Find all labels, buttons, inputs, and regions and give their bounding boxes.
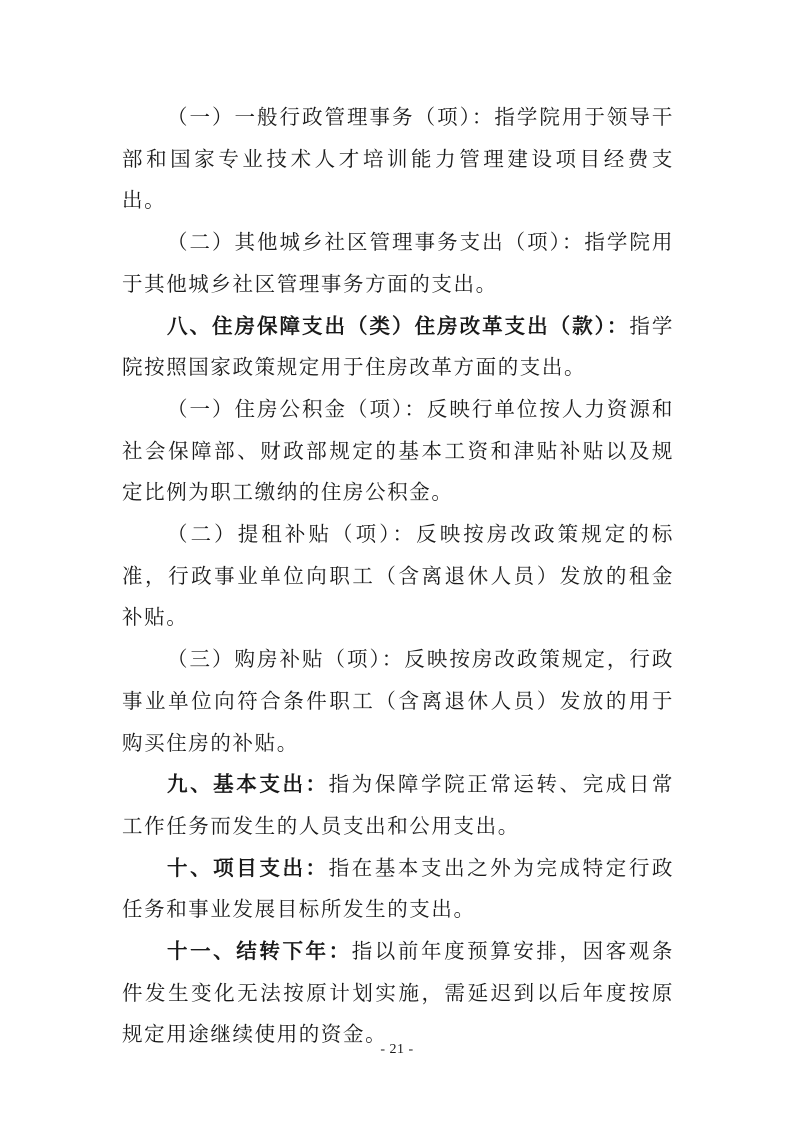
paragraph-basic-expenditure <box>122 764 674 847</box>
paragraph-text: 指为保障学院正常运转、完成日常工作任务而发生的人员支出和公用支出。 <box>122 772 675 838</box>
paragraph-carryover <box>122 931 674 1056</box>
paragraph-housing-fund <box>122 389 674 514</box>
paragraph-text: （一）一般行政管理事务（项）：指学院用于领导干部和国家专业技术人才培训能力管理建设项目经费支出。 <box>122 105 674 213</box>
paragraph-text: （三）购房补贴（项）：反映按房改政策规定，行政事业单位向符合条件职工（含离退休人员）发放的用于购买住房的补贴。 <box>122 647 674 755</box>
paragraph-project-expenditure <box>122 848 674 931</box>
paragraph-general-admin <box>122 97 674 222</box>
paragraph-housing-security <box>122 306 674 389</box>
paragraph-text: 指以前年度预算安排，因客观条件发生变化无法按原计划实施，需延迟到以后年度按原规定用途继续使用的资金。 <box>122 939 674 1047</box>
paragraph-heading: 十一、结转下年： <box>167 939 352 964</box>
paragraph-text: （二）提租补贴（项）：反映按房改政策规定的标准，行政事业单位向职工（含离退休人员）发放的租金补贴。 <box>122 522 674 630</box>
paragraph-community-affairs <box>122 222 674 305</box>
paragraph-text: 指在基本支出之外为完成特定行政任务和事业发展目标所发生的支出。 <box>122 855 675 922</box>
paragraph-text: （一）住房公积金（项）：反映行单位按人力资源和社会保障部、财政部规定的基本工资和津贴补贴以及规定比例为职工缴纳的住房公积金。 <box>122 396 674 505</box>
paragraph-heading: 九、基本支出： <box>167 772 329 797</box>
page-number: - 21 - <box>380 1042 414 1057</box>
paragraph-heading: 十、项目支出： <box>167 855 329 880</box>
paragraph-text: （二）其他城乡社区管理事务支出（项）：指学院用于其他城乡社区管理事务方面的支出。 <box>122 230 674 296</box>
paragraph-text: 指学院按照国家政策规定用于住房改革方面的支出。 <box>122 313 674 380</box>
paragraph-purchase-subsidy <box>122 639 674 764</box>
paragraph-heading: 八、住房保障支出（类）住房改革支出（款）： <box>167 313 630 338</box>
paragraph-rent-subsidy <box>122 514 674 639</box>
document-body <box>122 97 674 1056</box>
